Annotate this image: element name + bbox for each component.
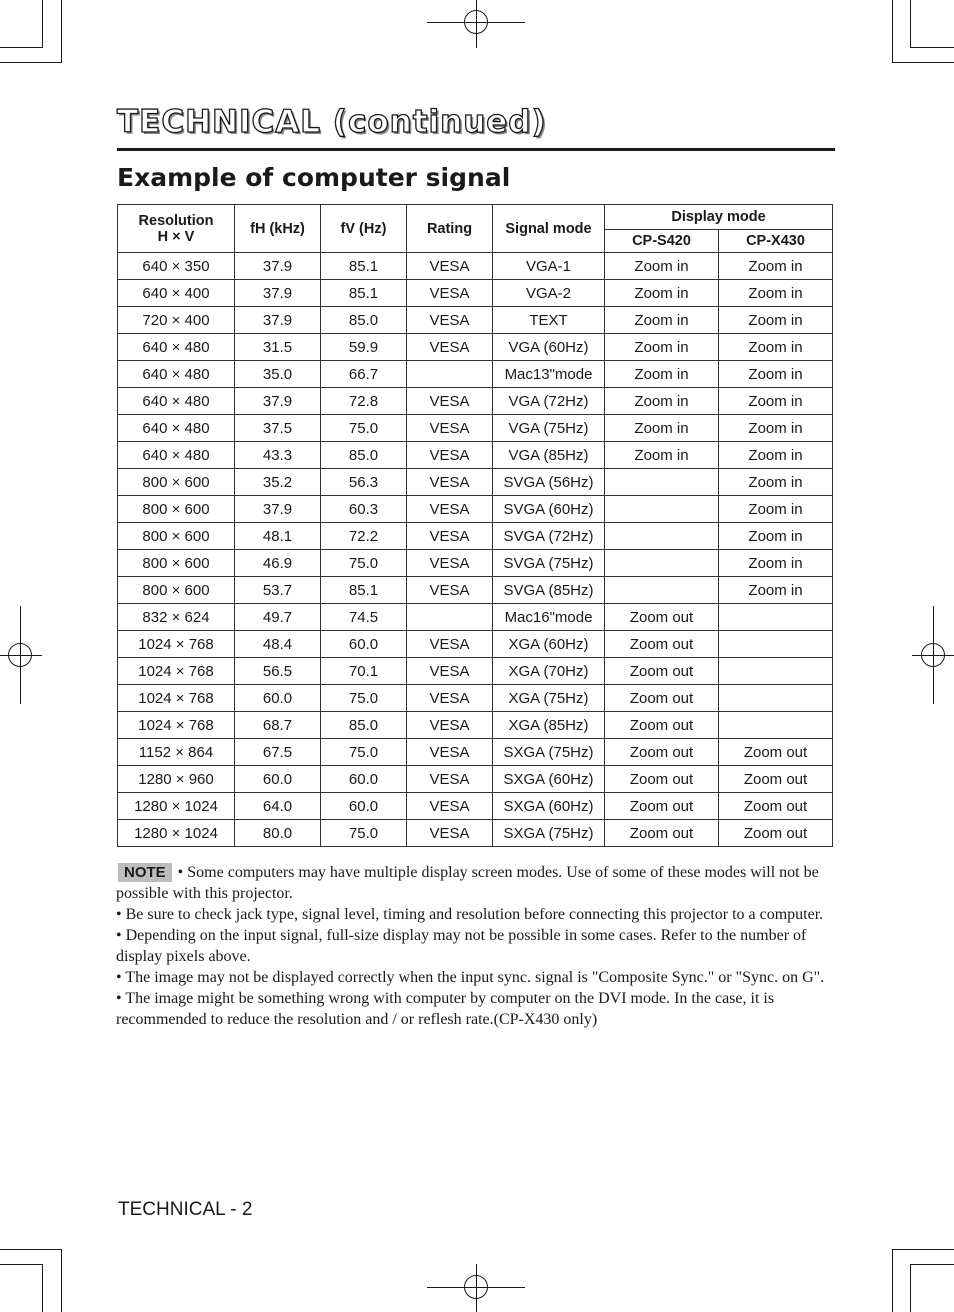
cell-resolution: 1024 × 768 bbox=[118, 685, 235, 712]
cell-rating: VESA bbox=[407, 739, 493, 766]
cell-cp-s420: Zoom out bbox=[605, 820, 719, 847]
cell-cp-s420 bbox=[605, 550, 719, 577]
table-row bbox=[118, 361, 833, 388]
table-row bbox=[118, 496, 833, 523]
cell-rating: VESA bbox=[407, 766, 493, 793]
cell-cp-x430: Zoom out bbox=[719, 739, 833, 766]
cell-signal-mode: SVGA (85Hz) bbox=[493, 577, 605, 604]
cell-fh: 48.4 bbox=[235, 631, 321, 658]
cell-fv: 85.0 bbox=[321, 712, 407, 739]
table-row bbox=[118, 712, 833, 739]
table-row bbox=[118, 766, 833, 793]
cell-cp-x430: Zoom in bbox=[719, 307, 833, 334]
cell-rating bbox=[407, 604, 493, 631]
cell-cp-x430: Zoom in bbox=[719, 442, 833, 469]
header-cp-s420: CP-S420 bbox=[605, 230, 719, 253]
cell-fv: 85.1 bbox=[321, 577, 407, 604]
cell-cp-s420: Zoom out bbox=[605, 793, 719, 820]
cell-cp-s420: Zoom out bbox=[605, 766, 719, 793]
table-row bbox=[118, 523, 833, 550]
cell-cp-s420 bbox=[605, 469, 719, 496]
cell-fh: 80.0 bbox=[235, 820, 321, 847]
table-row bbox=[118, 739, 833, 766]
cell-resolution: 1280 × 1024 bbox=[118, 793, 235, 820]
cell-signal-mode: TEXT bbox=[493, 307, 605, 334]
page-footer: TECHNICAL - 2 bbox=[118, 1199, 253, 1220]
cell-fh: 35.2 bbox=[235, 469, 321, 496]
cell-fh: 49.7 bbox=[235, 604, 321, 631]
table-body bbox=[118, 253, 833, 847]
notes-section bbox=[116, 862, 836, 1030]
heading-rule bbox=[117, 148, 835, 151]
cell-cp-x430 bbox=[719, 658, 833, 685]
cell-rating: VESA bbox=[407, 442, 493, 469]
table-row bbox=[118, 604, 833, 631]
cell-resolution: 800 × 600 bbox=[118, 496, 235, 523]
header-display-mode: Display mode bbox=[605, 205, 833, 230]
cell-signal-mode: XGA (75Hz) bbox=[493, 685, 605, 712]
cell-cp-s420: Zoom out bbox=[605, 739, 719, 766]
cell-signal-mode: XGA (60Hz) bbox=[493, 631, 605, 658]
cell-fv: 75.0 bbox=[321, 685, 407, 712]
cell-cp-x430 bbox=[719, 685, 833, 712]
cell-resolution: 1152 × 864 bbox=[118, 739, 235, 766]
cell-resolution: 1280 × 960 bbox=[118, 766, 235, 793]
cell-cp-s420: Zoom out bbox=[605, 631, 719, 658]
cell-signal-mode: XGA (70Hz) bbox=[493, 658, 605, 685]
cell-fh: 48.1 bbox=[235, 523, 321, 550]
cell-fh: 31.5 bbox=[235, 334, 321, 361]
cell-cp-s420: Zoom in bbox=[605, 361, 719, 388]
table-row bbox=[118, 334, 833, 361]
cell-fh: 60.0 bbox=[235, 685, 321, 712]
cell-rating: VESA bbox=[407, 280, 493, 307]
header-cp-x430: CP-X430 bbox=[719, 230, 833, 253]
cell-resolution: 800 × 600 bbox=[118, 577, 235, 604]
table-row bbox=[118, 442, 833, 469]
cell-resolution: 720 × 400 bbox=[118, 307, 235, 334]
cell-fh: 37.5 bbox=[235, 415, 321, 442]
cell-rating: VESA bbox=[407, 253, 493, 280]
cell-cp-s420: Zoom out bbox=[605, 712, 719, 739]
cell-rating: VESA bbox=[407, 496, 493, 523]
note-label: NOTE bbox=[118, 863, 172, 882]
cell-cp-x430 bbox=[719, 631, 833, 658]
cell-cp-x430: Zoom in bbox=[719, 388, 833, 415]
header-rating: Rating bbox=[407, 205, 493, 253]
cell-signal-mode: VGA (72Hz) bbox=[493, 388, 605, 415]
cell-fv: 72.8 bbox=[321, 388, 407, 415]
cell-fv: 75.0 bbox=[321, 415, 407, 442]
cell-signal-mode: SVGA (60Hz) bbox=[493, 496, 605, 523]
cell-rating: VESA bbox=[407, 469, 493, 496]
cell-signal-mode: VGA-2 bbox=[493, 280, 605, 307]
cell-resolution: 640 × 350 bbox=[118, 253, 235, 280]
cell-resolution: 640 × 480 bbox=[118, 388, 235, 415]
cell-cp-s420 bbox=[605, 577, 719, 604]
cell-rating: VESA bbox=[407, 658, 493, 685]
cell-signal-mode: SVGA (75Hz) bbox=[493, 550, 605, 577]
cell-fv: 72.2 bbox=[321, 523, 407, 550]
page-heading: TECHNICAL (continued) bbox=[117, 104, 547, 140]
cell-fh: 35.0 bbox=[235, 361, 321, 388]
cell-signal-mode: SXGA (75Hz) bbox=[493, 820, 605, 847]
cell-signal-mode: SXGA (60Hz) bbox=[493, 766, 605, 793]
cell-signal-mode: VGA (85Hz) bbox=[493, 442, 605, 469]
cell-resolution: 1024 × 768 bbox=[118, 631, 235, 658]
table-row bbox=[118, 388, 833, 415]
cell-fh: 37.9 bbox=[235, 496, 321, 523]
cell-signal-mode: VGA (75Hz) bbox=[493, 415, 605, 442]
cell-rating: VESA bbox=[407, 523, 493, 550]
cell-fh: 37.9 bbox=[235, 307, 321, 334]
cell-fh: 43.3 bbox=[235, 442, 321, 469]
cell-fv: 74.5 bbox=[321, 604, 407, 631]
table-row bbox=[118, 820, 833, 847]
cell-rating: VESA bbox=[407, 550, 493, 577]
cell-cp-s420: Zoom in bbox=[605, 253, 719, 280]
note-item: • The image may not be displayed correctly when the input sync. signal is "Composite Sync." or "Sync. on G". bbox=[116, 969, 825, 986]
cell-rating: VESA bbox=[407, 334, 493, 361]
table-row bbox=[118, 631, 833, 658]
cell-cp-x430: Zoom in bbox=[719, 523, 833, 550]
table-row bbox=[118, 658, 833, 685]
cell-fv: 60.0 bbox=[321, 766, 407, 793]
cell-signal-mode: SXGA (60Hz) bbox=[493, 793, 605, 820]
cell-cp-s420: Zoom out bbox=[605, 658, 719, 685]
cell-signal-mode: SVGA (72Hz) bbox=[493, 523, 605, 550]
cell-cp-x430: Zoom out bbox=[719, 820, 833, 847]
cell-cp-s420: Zoom in bbox=[605, 307, 719, 334]
header-resolution: Resolution H × V bbox=[118, 205, 235, 253]
table-row bbox=[118, 415, 833, 442]
cell-cp-x430 bbox=[719, 712, 833, 739]
cell-fh: 60.0 bbox=[235, 766, 321, 793]
cell-cp-x430: Zoom in bbox=[719, 577, 833, 604]
table-row bbox=[118, 793, 833, 820]
cell-cp-x430: Zoom out bbox=[719, 793, 833, 820]
cell-resolution: 1024 × 768 bbox=[118, 658, 235, 685]
cell-signal-mode: XGA (85Hz) bbox=[493, 712, 605, 739]
cell-fh: 64.0 bbox=[235, 793, 321, 820]
cell-rating: VESA bbox=[407, 631, 493, 658]
cell-cp-s420: Zoom out bbox=[605, 604, 719, 631]
cell-fv: 60.0 bbox=[321, 793, 407, 820]
note-item: • Be sure to check jack type, signal level, timing and resolution before connecting this projector to a computer. bbox=[116, 906, 824, 923]
cell-rating: VESA bbox=[407, 415, 493, 442]
cell-cp-x430: Zoom in bbox=[719, 469, 833, 496]
table-row bbox=[118, 469, 833, 496]
cell-resolution: 640 × 480 bbox=[118, 334, 235, 361]
cell-cp-x430: Zoom in bbox=[719, 334, 833, 361]
cell-fh: 53.7 bbox=[235, 577, 321, 604]
cell-cp-s420: Zoom out bbox=[605, 685, 719, 712]
cell-cp-s420 bbox=[605, 523, 719, 550]
cell-fv: 75.0 bbox=[321, 820, 407, 847]
cell-fh: 37.9 bbox=[235, 253, 321, 280]
cell-fh: 37.9 bbox=[235, 280, 321, 307]
cell-signal-mode: SVGA (56Hz) bbox=[493, 469, 605, 496]
cell-fv: 75.0 bbox=[321, 550, 407, 577]
cell-cp-s420: Zoom in bbox=[605, 442, 719, 469]
cell-resolution: 640 × 400 bbox=[118, 280, 235, 307]
note-item: NOTE • Some computers may have multiple display screen modes. Use of some of these modes will not be possible with this projector. bbox=[116, 864, 819, 902]
cell-cp-x430: Zoom out bbox=[719, 766, 833, 793]
cell-cp-x430: Zoom in bbox=[719, 496, 833, 523]
cell-cp-x430 bbox=[719, 604, 833, 631]
cell-fh: 68.7 bbox=[235, 712, 321, 739]
cell-fv: 60.0 bbox=[321, 631, 407, 658]
cell-fv: 85.1 bbox=[321, 280, 407, 307]
cell-fv: 85.1 bbox=[321, 253, 407, 280]
cell-fv: 85.0 bbox=[321, 307, 407, 334]
header-fv: fV (Hz) bbox=[321, 205, 407, 253]
cell-rating bbox=[407, 361, 493, 388]
note-item: • The image might be something wrong with computer by computer on the DVI mode. In the case, it is recommended to reduce the resolution and / or reflesh rate.(CP-X430 only) bbox=[116, 990, 775, 1028]
table-row bbox=[118, 307, 833, 334]
table-row bbox=[118, 253, 833, 280]
cell-resolution: 800 × 600 bbox=[118, 550, 235, 577]
cell-cp-x430: Zoom in bbox=[719, 361, 833, 388]
cell-signal-mode: VGA (60Hz) bbox=[493, 334, 605, 361]
cell-resolution: 832 × 624 bbox=[118, 604, 235, 631]
cell-rating: VESA bbox=[407, 685, 493, 712]
table-row bbox=[118, 577, 833, 604]
header-signal-mode: Signal mode bbox=[493, 205, 605, 253]
cell-signal-mode: Mac13"mode bbox=[493, 361, 605, 388]
cell-rating: VESA bbox=[407, 388, 493, 415]
cell-resolution: 640 × 480 bbox=[118, 415, 235, 442]
cell-signal-mode: VGA-1 bbox=[493, 253, 605, 280]
cell-cp-s420: Zoom in bbox=[605, 388, 719, 415]
cell-cp-x430: Zoom in bbox=[719, 415, 833, 442]
cell-fv: 59.9 bbox=[321, 334, 407, 361]
cell-cp-x430: Zoom in bbox=[719, 550, 833, 577]
cell-resolution: 640 × 480 bbox=[118, 442, 235, 469]
table-row bbox=[118, 550, 833, 577]
table-row bbox=[118, 685, 833, 712]
cell-resolution: 1024 × 768 bbox=[118, 712, 235, 739]
cell-cp-s420 bbox=[605, 496, 719, 523]
cell-fh: 37.9 bbox=[235, 388, 321, 415]
cell-fh: 46.9 bbox=[235, 550, 321, 577]
cell-rating: VESA bbox=[407, 307, 493, 334]
cell-signal-mode: Mac16"mode bbox=[493, 604, 605, 631]
cell-fv: 70.1 bbox=[321, 658, 407, 685]
cell-fv: 85.0 bbox=[321, 442, 407, 469]
cell-cp-s420: Zoom in bbox=[605, 334, 719, 361]
note-item: • Depending on the input signal, full-size display may not be possible in some cases. Refer to the number of display pixels above. bbox=[116, 927, 807, 965]
cell-rating: VESA bbox=[407, 820, 493, 847]
cell-cp-s420: Zoom in bbox=[605, 280, 719, 307]
cell-signal-mode: SXGA (75Hz) bbox=[493, 739, 605, 766]
cell-fv: 60.3 bbox=[321, 496, 407, 523]
cell-resolution: 640 × 480 bbox=[118, 361, 235, 388]
cell-fv: 75.0 bbox=[321, 739, 407, 766]
cell-cp-s420: Zoom in bbox=[605, 415, 719, 442]
cell-rating: VESA bbox=[407, 577, 493, 604]
cell-cp-x430: Zoom in bbox=[719, 253, 833, 280]
section-title: Example of computer signal bbox=[117, 163, 511, 192]
computer-signal-table bbox=[117, 204, 833, 847]
cell-fv: 56.3 bbox=[321, 469, 407, 496]
table-row bbox=[118, 280, 833, 307]
cell-fh: 67.5 bbox=[235, 739, 321, 766]
cell-resolution: 800 × 600 bbox=[118, 523, 235, 550]
cell-cp-x430: Zoom in bbox=[719, 280, 833, 307]
cell-rating: VESA bbox=[407, 712, 493, 739]
cell-fh: 56.5 bbox=[235, 658, 321, 685]
cell-fv: 66.7 bbox=[321, 361, 407, 388]
cell-rating: VESA bbox=[407, 793, 493, 820]
cell-resolution: 800 × 600 bbox=[118, 469, 235, 496]
header-fh: fH (kHz) bbox=[235, 205, 321, 253]
cell-resolution: 1280 × 1024 bbox=[118, 820, 235, 847]
